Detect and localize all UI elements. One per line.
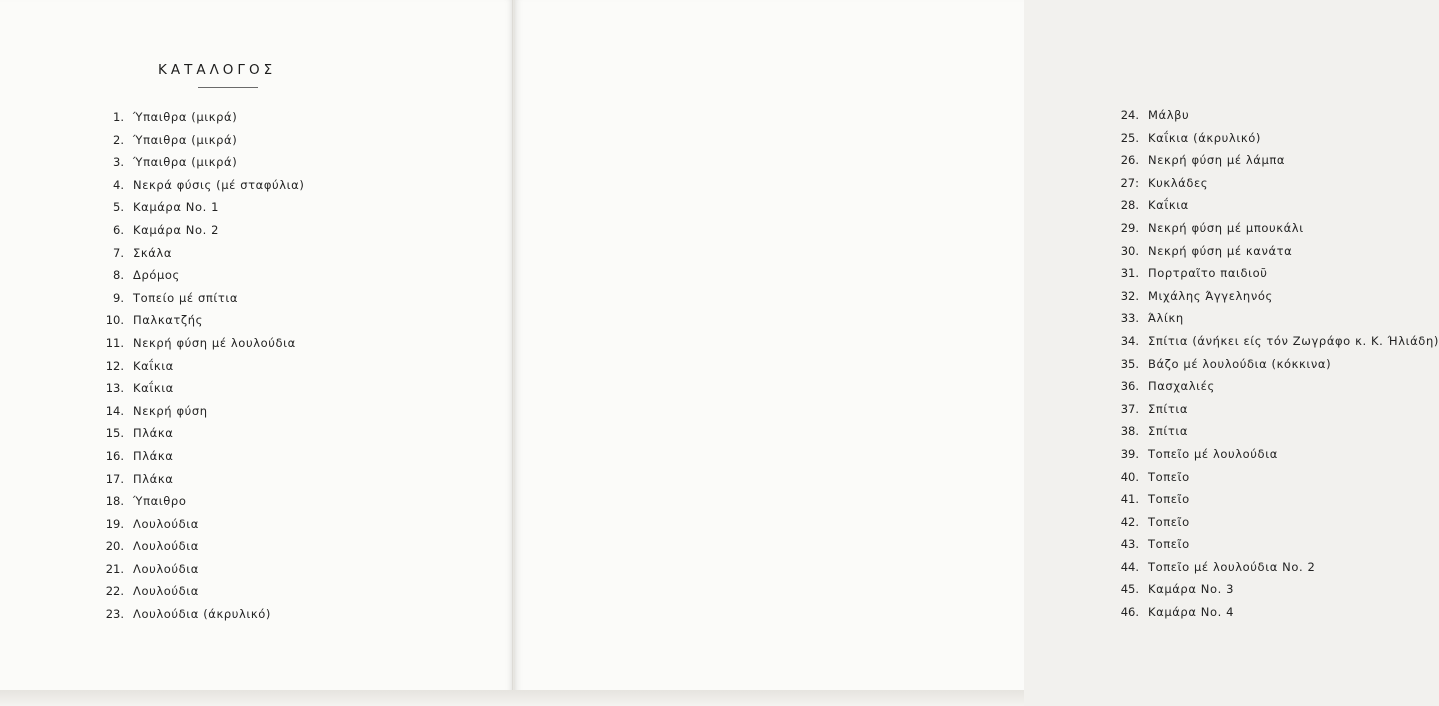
left-catalog-list (92, 106, 304, 626)
catalog-entry (1107, 104, 1439, 127)
entry-title: Ύπαιθρο (133, 494, 187, 509)
entry-number: 39. (1120, 446, 1139, 461)
catalog-entry (92, 580, 304, 603)
catalog-entry (92, 151, 304, 174)
entry-number: 12. (105, 358, 124, 373)
entry-number: 2. (113, 132, 124, 147)
entry-number: 33. (1120, 311, 1139, 326)
entry-number: 11. (105, 335, 124, 350)
entry-title: Βάζο μέ λουλούδια (κόκκινα) (1148, 356, 1332, 371)
catalog-entry (1107, 375, 1439, 398)
entry-title: Μιχάλης Άγγεληνός (1148, 288, 1273, 303)
catalog-entry (92, 287, 304, 310)
catalog-entry (1107, 127, 1439, 150)
catalog-entry (92, 603, 304, 626)
entry-number: 17. (105, 471, 124, 486)
entry-number: 35. (1120, 356, 1139, 371)
page-bottom-edge (0, 690, 1024, 706)
entry-number: 1. (113, 110, 124, 124)
entry-number: 29. (1120, 220, 1139, 235)
entry-number: 31. (1120, 266, 1139, 281)
entry-title: Καμάρα Νο. 2 (133, 222, 220, 237)
entry-title: Πορτραῖτο παιδιοῦ (1148, 266, 1268, 281)
entry-title: Τοπεῖο (1148, 514, 1190, 529)
catalog-entry (92, 174, 304, 197)
entry-number: 3. (113, 155, 124, 170)
entry-title: Τοπεῖο μέ λουλούδια (1148, 446, 1278, 461)
entry-title: Καΐκια (1148, 198, 1189, 213)
catalog-entry (1107, 578, 1439, 601)
entry-number: 14. (105, 403, 124, 418)
entry-number: 46. (1120, 605, 1139, 620)
catalog-entry (92, 513, 304, 536)
entry-number: 18. (105, 494, 124, 509)
entry-title: Πλάκα (133, 471, 174, 486)
entry-number: 45. (1120, 582, 1139, 597)
entry-title: Καΐκια (133, 381, 174, 396)
entry-number: 44. (1120, 559, 1139, 574)
entry-number: 42. (1120, 514, 1139, 529)
entry-title: Τοπείο μέ σπίτια (133, 290, 239, 305)
catalog-entry (1107, 420, 1439, 443)
entry-title: Άλίκη (1148, 311, 1184, 326)
entry-number: 15. (105, 426, 124, 441)
entry-title: Δρόμος (133, 268, 180, 283)
entry-title: Καμάρα Νο. 1 (133, 200, 220, 215)
entry-title: Μάλβυ (1148, 108, 1190, 122)
catalog-entry (92, 558, 304, 581)
entry-number: 19. (105, 516, 124, 531)
entry-title: Σπίτια (άνήκει είς τόν Ζωγράφο κ. Κ. Ήλιάδη) (1148, 333, 1439, 348)
entry-number: 8. (113, 268, 124, 283)
entry-title: Ύπαιθρα (μικρά) (133, 132, 238, 147)
entry-title: Τοπεῖο (1148, 492, 1190, 507)
entry-title: Πασχαλιές (1148, 379, 1215, 394)
entry-number: 16. (105, 448, 124, 463)
entry-number: 23. (105, 607, 124, 622)
entry-title: Νεκρή φύση μέ μπουκάλι (1148, 220, 1304, 235)
catalog-entry (92, 377, 304, 400)
right-page (515, 0, 1439, 694)
right-catalog-list (1107, 104, 1439, 624)
entry-number: 27: (1120, 175, 1139, 190)
entry-title: Σπίτια (1148, 401, 1189, 416)
entry-number: 4. (113, 177, 124, 192)
entry-title: Τοπεῖο (1148, 469, 1190, 484)
entry-title: Κυκλάδες (1148, 175, 1209, 190)
catalog-entry (92, 468, 304, 491)
entry-number: 7. (113, 245, 124, 260)
catalog-entry (1107, 533, 1439, 556)
entry-title: Λουλούδια (άκρυλικό) (133, 607, 272, 622)
entry-title: Καμάρα Νο. 3 (1148, 582, 1235, 597)
entry-title: Ύπαιθρα (μικρά) (133, 155, 238, 170)
entry-number: 22. (105, 584, 124, 599)
catalog-entry (92, 332, 304, 355)
entry-title: Καΐκια (άκρυλικό) (1148, 130, 1261, 145)
entry-title: Τοπεῖο (1148, 537, 1190, 552)
catalog-entry (1107, 262, 1439, 285)
entry-number: 9. (113, 290, 124, 305)
catalog-entry (92, 422, 304, 445)
catalog-entry (1107, 172, 1439, 195)
catalog-entry (92, 219, 304, 242)
entry-title: Νεκρή φύση μέ λάμπα (1148, 153, 1286, 168)
entry-number: 38. (1120, 424, 1139, 439)
entry-number: 28. (1120, 198, 1139, 213)
catalog-entry (1107, 149, 1439, 172)
catalog-entry (92, 535, 304, 558)
entry-title: Λουλούδια (133, 539, 199, 554)
entry-number: 30. (1120, 243, 1139, 258)
entry-title: Λουλούδια (133, 561, 199, 576)
entry-number: 41. (1120, 492, 1139, 507)
entry-number: 32. (1120, 288, 1139, 303)
entry-number: 20. (105, 539, 124, 554)
catalog-entry (1107, 307, 1439, 330)
catalog-entry (1107, 353, 1439, 376)
catalog-entry (92, 129, 304, 152)
catalog-entry (92, 106, 304, 129)
catalog-entry (1107, 398, 1439, 421)
entry-title: Νεκρά φύσις (μέ σταφύλια) (133, 177, 305, 192)
catalog-entry (92, 196, 304, 219)
entry-title: Παλκατζής (133, 313, 204, 328)
catalog-entry (1107, 217, 1439, 240)
entry-number: 5. (113, 200, 124, 215)
entry-number: 43. (1120, 537, 1139, 552)
entry-title: Πλάκα (133, 448, 174, 463)
entry-title: Λουλούδια (133, 584, 199, 599)
entry-title: Καΐκια (133, 358, 174, 373)
entry-title: Καμάρα Νο. 4 (1148, 605, 1235, 620)
entry-number: 10. (105, 313, 124, 328)
entry-title: Νεκρή φύση μέ λουλούδια (133, 335, 296, 350)
entry-number: 6. (113, 222, 124, 237)
title-underline (198, 87, 258, 88)
entry-number: 36. (1120, 379, 1139, 394)
catalog-entry (1107, 240, 1439, 263)
catalog-entry (92, 400, 304, 423)
catalog-entry (92, 490, 304, 513)
catalog-entry (1107, 466, 1439, 489)
catalog-entry (92, 242, 304, 265)
catalog-entry (1107, 488, 1439, 511)
catalog-entry (1107, 511, 1439, 534)
catalog-entry (1107, 556, 1439, 579)
left-page (0, 0, 513, 694)
entry-number: 24. (1120, 108, 1139, 122)
catalog-entry (1107, 330, 1439, 353)
entry-number: 34. (1120, 333, 1139, 348)
entry-number: 40. (1120, 469, 1139, 484)
catalog-entry (92, 309, 304, 332)
entry-title: Τοπεῖο μέ λουλούδια Νο. 2 (1148, 559, 1316, 574)
entry-title: Πλάκα (133, 426, 174, 441)
catalog-entry (1107, 194, 1439, 217)
entry-title: Λουλούδια (133, 516, 199, 531)
catalog-entry (92, 264, 304, 287)
entry-number: 21. (105, 561, 124, 576)
catalog-entry (1107, 443, 1439, 466)
entry-number: 13. (105, 381, 124, 396)
catalog-entry (1107, 601, 1439, 624)
entry-title: Νεκρή φύση (133, 403, 208, 418)
entry-title: Νεκρή φύση μέ κανάτα (1148, 243, 1293, 258)
entry-title: Σπίτια (1148, 424, 1189, 439)
entry-number: 26. (1120, 153, 1139, 168)
entry-title: Σκάλα (133, 245, 173, 260)
catalog-entry (92, 445, 304, 468)
catalog-entry (92, 355, 304, 378)
entry-number: 37. (1120, 401, 1139, 416)
catalog-title: ΚΑΤΑΛΟΓΟΣ (158, 62, 277, 78)
entry-title: Ύπαιθρα (μικρά) (133, 110, 238, 124)
catalog-entry (1107, 285, 1439, 308)
entry-number: 25. (1120, 130, 1139, 145)
